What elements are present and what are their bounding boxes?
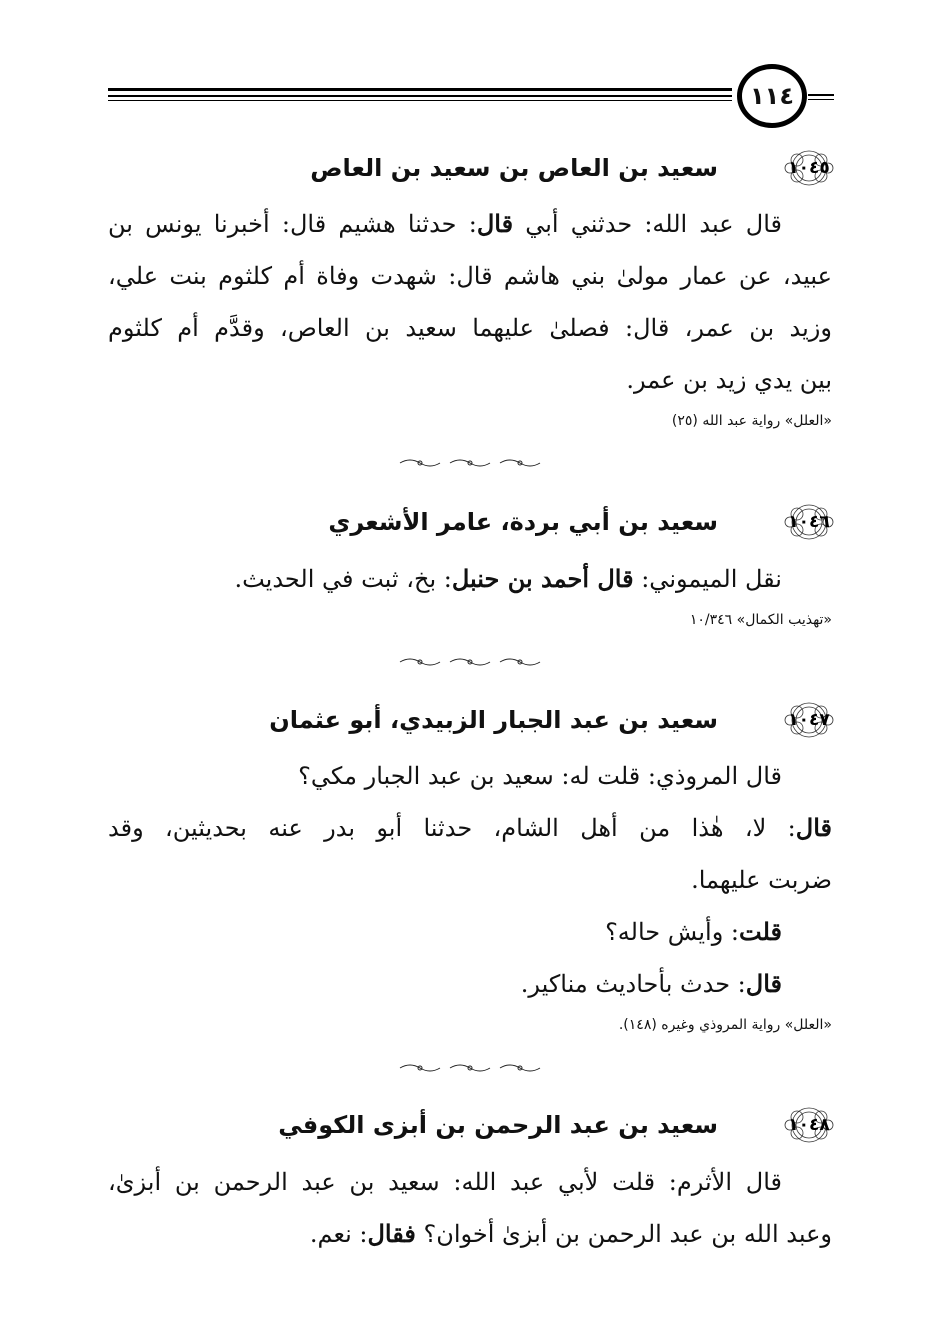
entry-title: سعيد بن عبد الرحمن بن أبزى الكوفي [278,1111,718,1139]
header-rule [808,94,834,96]
text-line: وعبد الله بن عبد الرحمن بن أبزىٰ أخوان؟ فقال: نعم. [309,1219,832,1248]
entry-heading [108,146,838,190]
entry-number: ١٠٤٦ [788,512,830,532]
text-line: بين يدي زيد بن عمر. [626,366,832,394]
entry-number: ١٠٤٧ [788,710,830,730]
entry-number: ١٠٤٥ [788,158,830,178]
text-line: وزيد بن عمر، قال: فصلىٰ عليهما سعيد بن العاص، وقدَّم أم كلثوم [108,314,832,342]
entry-number-badge [780,149,838,187]
page-number: ١١٤ [737,64,807,128]
entry-number-badge [780,701,838,739]
text-line: ضربت عليهما. [691,866,832,894]
entry-title: سعيد بن عبد الجبار الزبيدي، أبو عثمان [269,706,718,734]
header-rule [808,99,834,100]
entry-body [108,1156,832,1260]
text-line: عبيد، عن عمار مولىٰ بني هاشم قال: شهدت وفاة أم كلثوم بنت علي، [108,262,832,290]
entry-body [108,198,832,406]
entry-number: ١٠٤٨ [788,1115,830,1135]
entry-title: سعيد بن أبي بردة، عامر الأشعري [328,508,718,536]
entry-body [108,553,832,605]
header-rule [108,95,732,97]
separator-ornament [396,457,546,469]
source-citation: «تهذيب الكمال» ١٠/٣٤٦ [689,612,832,628]
source-citation: «العلل» رواية عبد الله (٢٥) [671,413,832,429]
entry-number-badge [780,1106,838,1144]
entry-title: سعيد بن العاص بن سعيد بن العاص [310,154,718,182]
entry-heading [108,698,838,742]
source-citation: «العلل» رواية المروذي وغيره (١٤٨). [618,1017,832,1033]
text-line: قال عبد الله: حدثني أبي قال: حدثنا هشيم قال: أخبرنا يونس بن [108,209,782,238]
separator-ornament [396,656,546,668]
entry-heading [108,1103,838,1147]
text-line: نقل الميموني: قال أحمد بن حنبل: بخ، ثبت في الحديث. [234,564,782,593]
separator-ornament [396,1062,546,1074]
text-line: قال الأثرم: قلت لأبي عبد الله: سعيد بن عبد الرحمن بن أبزىٰ، [108,1168,782,1196]
entry-number-badge [780,503,838,541]
entry-heading [108,500,838,544]
text-line: قلت: وأيش حاله؟ [605,917,782,946]
text-line: قال المروذي: قلت له: سعيد بن عبد الجبار مكي؟ [298,762,782,790]
entry-body [108,750,832,1010]
text-line: قال: حدث بأحاديث مناكير. [520,969,782,998]
header-rule [108,88,732,91]
header-rule [108,100,732,101]
text-line: قال: لا، هٰذا من أهل الشام، حدثنا أبو بدر عنه بحديثين، وقد [108,813,832,842]
